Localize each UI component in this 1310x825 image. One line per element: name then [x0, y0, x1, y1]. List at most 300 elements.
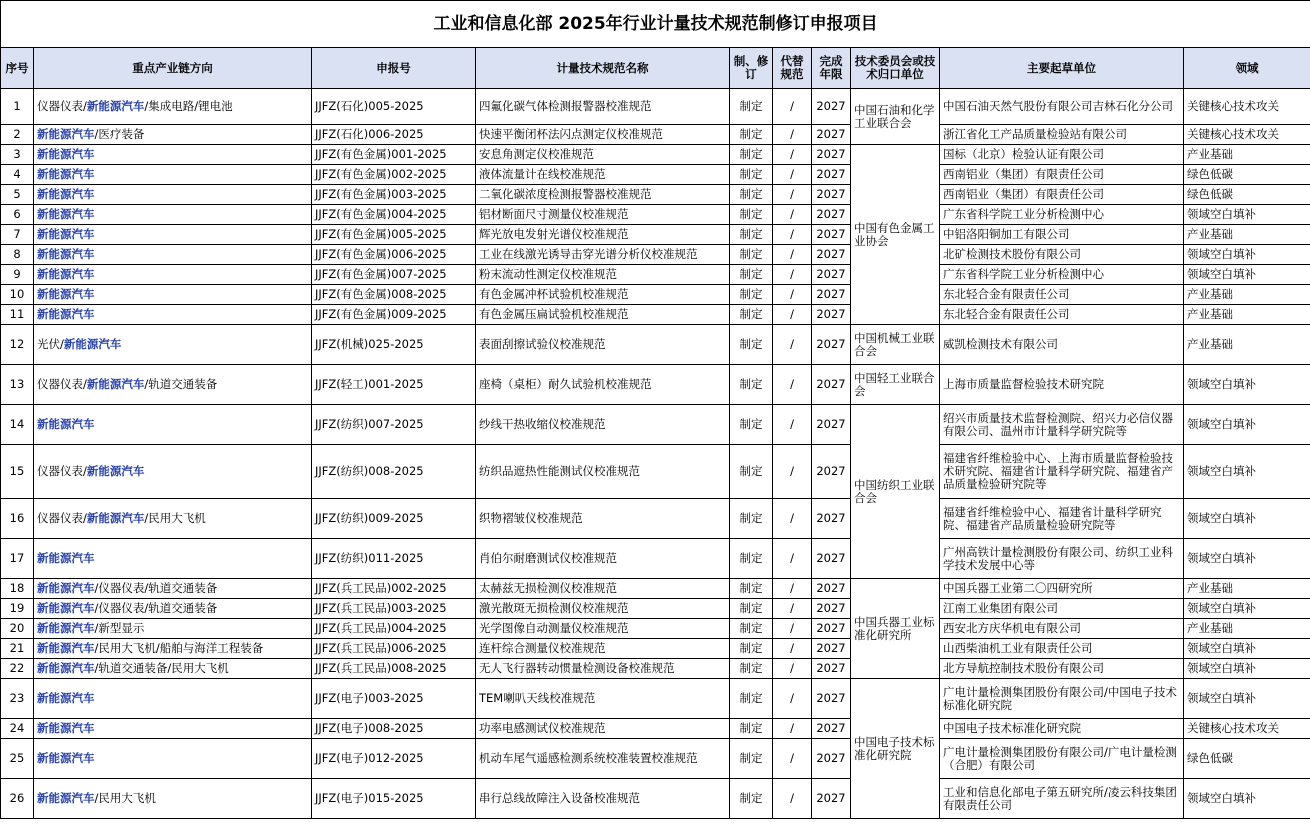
- row-no: 14: [1, 405, 34, 445]
- row-code: JJFZ(兵工民品)002-2025: [312, 579, 476, 599]
- row-code: JJFZ(电子)015-2025: [312, 779, 476, 819]
- row-type: 制定: [730, 165, 773, 185]
- row-year: 2027: [812, 739, 851, 779]
- header-direction: 重点产业链方向: [34, 48, 312, 89]
- row-code: JJFZ(有色金属)006-2025: [312, 245, 476, 265]
- row-direction: [34, 739, 312, 779]
- header-replace: 代替规范: [773, 48, 812, 89]
- row-replace: /: [773, 365, 812, 405]
- direction-part: 仪器仪表: [37, 377, 83, 391]
- row-no: 26: [1, 779, 34, 819]
- row-field: 领域空白填补: [1184, 659, 1310, 679]
- row-code: JJFZ(轻工)001-2025: [312, 365, 476, 405]
- row-year: 2027: [812, 245, 851, 265]
- row-type: 制定: [730, 185, 773, 205]
- row-replace: /: [773, 579, 812, 599]
- row-no: 21: [1, 639, 34, 659]
- row-replace: /: [773, 719, 812, 739]
- row-code: JJFZ(有色金属)007-2025: [312, 265, 476, 285]
- row-field: 关键核心技术攻关: [1184, 89, 1310, 125]
- row-spec-name: 纺织品遮热性能测试仪校准规范: [476, 445, 730, 499]
- row-code: JJFZ(有色金属)002-2025: [312, 165, 476, 185]
- row-no: 25: [1, 739, 34, 779]
- row-drafting-unit: 东北轻合金有限责任公司: [940, 285, 1184, 305]
- row-no: 8: [1, 245, 34, 265]
- row-code: JJFZ(有色金属)003-2025: [312, 185, 476, 205]
- row-committee: 中国机械工业联合会: [851, 325, 940, 365]
- row-drafting-unit: 广州高铁计量检测股份有限公司、纺织工业科学技术发展中心等: [940, 539, 1184, 579]
- direction-highlight: 新能源汽车: [37, 721, 95, 735]
- table-row: [1, 539, 1310, 579]
- row-direction: 新能源汽车/仪器仪表/轨道交通装备: [34, 599, 312, 619]
- row-spec-name: 铝材断面尺寸测量仪校准规范: [476, 205, 730, 225]
- row-committee: 中国有色金属工业协会: [851, 145, 940, 325]
- row-code: JJFZ(兵工民品)003-2025: [312, 599, 476, 619]
- table-row: [1, 165, 1310, 185]
- row-field: 产业基础: [1184, 619, 1310, 639]
- table-row: [1, 499, 1310, 539]
- row-drafting-unit: 中国石油天然气股份有限公司吉林石化分公司: [940, 89, 1184, 125]
- row-field: 领域空白填补: [1184, 539, 1310, 579]
- row-drafting-unit: 中国电子技术标准化研究院: [940, 719, 1184, 739]
- table-row: [1, 579, 1310, 599]
- row-year: 2027: [812, 539, 851, 579]
- row-committee: 中国纺织工业联合会: [851, 405, 940, 579]
- direction-part: 仪器仪表: [37, 464, 83, 478]
- row-direction: [34, 245, 312, 265]
- row-drafting-unit: 北矿检测技术股份有限公司: [940, 245, 1184, 265]
- row-year: 2027: [812, 719, 851, 739]
- row-direction: 仪器仪表/新能源汽车/集成电路/锂电池: [34, 89, 312, 125]
- row-spec-name: 二氧化碳浓度检测报警器校准规范: [476, 185, 730, 205]
- row-no: 16: [1, 499, 34, 539]
- direction-highlight: 新能源汽车: [37, 287, 95, 301]
- row-spec-name: 安息角测定仪校准规范: [476, 145, 730, 165]
- row-replace: /: [773, 405, 812, 445]
- direction-part: 锂电池: [198, 99, 233, 113]
- direction-part: 民用大飞机: [171, 661, 229, 675]
- row-year: 2027: [812, 599, 851, 619]
- row-spec-name: TEM喇叭天线校准规范: [476, 679, 730, 719]
- table-row: [1, 365, 1310, 405]
- row-direction: 光伏/新能源汽车: [34, 325, 312, 365]
- row-replace: /: [773, 89, 812, 125]
- header-committee: 技术委员会或技术归口单位: [851, 48, 940, 89]
- row-direction: 新能源汽车/医疗装备: [34, 125, 312, 145]
- row-spec-name: 有色金属压扁试验机校准规范: [476, 305, 730, 325]
- table-row: [1, 205, 1310, 225]
- row-type: 制定: [730, 125, 773, 145]
- row-spec-name: 机动车尾气遥感检测系统校准装置校准规范: [476, 739, 730, 779]
- direction-part: 船舶与海洋工程装备: [159, 641, 264, 655]
- row-type: 制定: [730, 325, 773, 365]
- table-row: [1, 225, 1310, 245]
- row-code: JJFZ(纺织)009-2025: [312, 499, 476, 539]
- direction-part: 民用大飞机: [98, 641, 156, 655]
- row-spec-name: 辉光放电发射光谱仪校准规范: [476, 225, 730, 245]
- row-no: 1: [1, 89, 34, 125]
- row-year: 2027: [812, 579, 851, 599]
- row-replace: /: [773, 305, 812, 325]
- direction-highlight: 新能源汽车: [86, 377, 145, 391]
- row-direction: 仪器仪表/新能源汽车/轨道交通装备: [34, 365, 312, 405]
- direction-highlight: 新能源汽车: [37, 187, 95, 201]
- row-field: 产业基础: [1184, 145, 1310, 165]
- table-row: [1, 599, 1310, 619]
- row-field: 领域空白填补: [1184, 245, 1310, 265]
- row-drafting-unit: 广电计量检测集团股份有限公司/中国电子技术标准化研究院: [940, 679, 1184, 719]
- row-spec-name: 光学图像自动测量仪校准规范: [476, 619, 730, 639]
- row-no: 9: [1, 265, 34, 285]
- row-code: JJFZ(有色金属)009-2025: [312, 305, 476, 325]
- row-no: 18: [1, 579, 34, 599]
- direction-highlight: 新能源汽车: [86, 99, 145, 113]
- table-body: [1, 89, 1310, 819]
- row-direction: [34, 225, 312, 245]
- row-direction: 仪器仪表/新能源汽车/民用大飞机: [34, 499, 312, 539]
- row-spec-name: 肖伯尔耐磨测试仪校准规范: [476, 539, 730, 579]
- row-year: 2027: [812, 285, 851, 305]
- direction-highlight: 新能源汽车: [37, 751, 95, 765]
- row-year: 2027: [812, 89, 851, 125]
- row-drafting-unit: 西南铝业（集团）有限责任公司: [940, 185, 1184, 205]
- row-field: 产业基础: [1184, 325, 1310, 365]
- row-no: 23: [1, 679, 34, 719]
- row-field: 产业基础: [1184, 225, 1310, 245]
- row-spec-name: 有色金属冲杯试验机校准规范: [476, 285, 730, 305]
- row-committee: 中国电子技术标准化研究院: [851, 679, 940, 819]
- row-year: 2027: [812, 499, 851, 539]
- row-direction: [34, 185, 312, 205]
- row-year: 2027: [812, 145, 851, 165]
- row-type: 制定: [730, 739, 773, 779]
- direction-part: 仪器仪表: [98, 601, 145, 615]
- row-drafting-unit: 福建省纤维检验中心、上海市质量监督检验技术研究院、福建省计量科学研究院、福建省产品质量检验研究院等: [940, 445, 1184, 499]
- row-type: 制定: [730, 245, 773, 265]
- row-spec-name: 纱线干热收缩仪校准规范: [476, 405, 730, 445]
- row-type: 制定: [730, 265, 773, 285]
- table-row: [1, 639, 1310, 659]
- row-replace: /: [773, 125, 812, 145]
- direction-highlight: 新能源汽车: [37, 581, 95, 595]
- row-direction: [34, 305, 312, 325]
- row-year: 2027: [812, 165, 851, 185]
- row-direction: [34, 719, 312, 739]
- row-spec-name: 座椅（桌柜）耐久试验机校准规范: [476, 365, 730, 405]
- row-code: JJFZ(兵工民品)006-2025: [312, 639, 476, 659]
- row-spec-name: 太赫兹无损检测仪校准规范: [476, 579, 730, 599]
- row-type: 制定: [730, 445, 773, 499]
- row-replace: /: [773, 499, 812, 539]
- row-spec-name: 快速平衡闭杯法闪点测定仪校准规范: [476, 125, 730, 145]
- row-replace: /: [773, 679, 812, 719]
- direction-part: 光伏: [37, 337, 60, 351]
- row-year: 2027: [812, 205, 851, 225]
- row-type: 制定: [730, 619, 773, 639]
- direction-highlight: 新能源汽车: [37, 621, 95, 635]
- direction-highlight: 新能源汽车: [37, 551, 95, 565]
- row-spec-name: 功率电感测试仪校准规范: [476, 719, 730, 739]
- table-row: [1, 265, 1310, 285]
- row-no: 2: [1, 125, 34, 145]
- row-replace: /: [773, 205, 812, 225]
- row-code: JJFZ(有色金属)008-2025: [312, 285, 476, 305]
- row-year: 2027: [812, 325, 851, 365]
- table-row: [1, 125, 1310, 145]
- row-code: JJFZ(电子)012-2025: [312, 739, 476, 779]
- row-no: 13: [1, 365, 34, 405]
- row-code: JJFZ(纺织)008-2025: [312, 445, 476, 499]
- row-drafting-unit: 广电计量检测集团股份有限公司/广电计量检测（合肥）有限公司: [940, 739, 1184, 779]
- row-spec-name: 激光散斑无损检测仪校准规范: [476, 599, 730, 619]
- row-field: 产业基础: [1184, 305, 1310, 325]
- direction-highlight: 新能源汽车: [37, 167, 95, 181]
- table-row: [1, 285, 1310, 305]
- row-field: 领域空白填补: [1184, 599, 1310, 619]
- row-replace: /: [773, 265, 812, 285]
- row-committee: 中国石油和化学工业联合会: [851, 89, 940, 145]
- page-title: 工业和信息化部 2025年行业计量技术规范制修订申报项目: [1, 1, 1310, 48]
- row-replace: /: [773, 659, 812, 679]
- row-type: 制定: [730, 599, 773, 619]
- direction-part: 新型显示: [98, 621, 145, 635]
- row-spec-name: 粉末流动性测定仪校准规范: [476, 265, 730, 285]
- row-no: 3: [1, 145, 34, 165]
- table-row: [1, 325, 1310, 365]
- row-code: JJFZ(纺织)007-2025: [312, 405, 476, 445]
- row-field: 领域空白填补: [1184, 205, 1310, 225]
- row-drafting-unit: 西南铝业（集团）有限责任公司: [940, 165, 1184, 185]
- direction-highlight: 新能源汽车: [37, 127, 95, 141]
- row-type: 制定: [730, 779, 773, 819]
- table-row: [1, 619, 1310, 639]
- row-field: 绿色低碳: [1184, 739, 1310, 779]
- row-direction: [34, 285, 312, 305]
- row-code: JJFZ(石化)006-2025: [312, 125, 476, 145]
- row-type: 制定: [730, 719, 773, 739]
- row-year: 2027: [812, 659, 851, 679]
- table-row: [1, 719, 1310, 739]
- row-no: 10: [1, 285, 34, 305]
- row-drafting-unit: 东北轻合金有限责任公司: [940, 305, 1184, 325]
- row-year: 2027: [812, 125, 851, 145]
- row-year: 2027: [812, 779, 851, 819]
- row-type: 制定: [730, 679, 773, 719]
- row-direction: 仪器仪表/新能源汽车: [34, 445, 312, 499]
- direction-highlight: 新能源汽车: [37, 247, 95, 261]
- direction-highlight: 新能源汽车: [37, 417, 95, 431]
- row-committee: 中国轻工业联合会: [851, 365, 940, 405]
- header-spec-name: 计量技术规范名称: [476, 48, 730, 89]
- row-type: 制定: [730, 365, 773, 405]
- row-spec-name: 连杆综合测量仪校准规范: [476, 639, 730, 659]
- row-code: JJFZ(纺织)011-2025: [312, 539, 476, 579]
- row-direction: [34, 165, 312, 185]
- row-direction: 新能源汽车/民用大飞机/船舶与海洋工程装备: [34, 639, 312, 659]
- row-replace: /: [773, 779, 812, 819]
- row-field: 领域空白填补: [1184, 265, 1310, 285]
- direction-part: 仪器仪表: [37, 99, 83, 113]
- row-year: 2027: [812, 405, 851, 445]
- row-field: 领域空白填补: [1184, 639, 1310, 659]
- row-replace: /: [773, 539, 812, 579]
- row-field: 领域空白填补: [1184, 779, 1310, 819]
- row-replace: /: [773, 165, 812, 185]
- row-field: 关键核心技术攻关: [1184, 125, 1310, 145]
- row-year: 2027: [812, 639, 851, 659]
- table-row: [1, 445, 1310, 499]
- table-row: [1, 679, 1310, 719]
- row-type: 制定: [730, 579, 773, 599]
- row-drafting-unit: 江南工业集团有限公司: [940, 599, 1184, 619]
- row-replace: /: [773, 739, 812, 779]
- header-type: 制、修订: [730, 48, 773, 89]
- row-drafting-unit: 福建省纤维检验中心、福建省计量科学研究院、福建省产品质量检验研究院等: [940, 499, 1184, 539]
- row-type: 制定: [730, 285, 773, 305]
- row-replace: /: [773, 599, 812, 619]
- direction-part: 仪器仪表: [98, 581, 145, 595]
- row-no: 7: [1, 225, 34, 245]
- row-drafting-unit: 西安北方庆华机电有限公司: [940, 619, 1184, 639]
- direction-part: 民用大飞机: [98, 791, 156, 805]
- direction-part: 民用大飞机: [148, 511, 206, 525]
- row-code: JJFZ(电子)003-2025: [312, 679, 476, 719]
- row-no: 5: [1, 185, 34, 205]
- row-field: 领域空白填补: [1184, 365, 1310, 405]
- row-type: 制定: [730, 205, 773, 225]
- row-direction: 新能源汽车/新型显示: [34, 619, 312, 639]
- direction-part: 集成电路: [148, 99, 195, 113]
- row-type: 制定: [730, 145, 773, 165]
- row-year: 2027: [812, 185, 851, 205]
- row-no: 20: [1, 619, 34, 639]
- row-drafting-unit: 中铝洛阳铜加工有限公司: [940, 225, 1184, 245]
- row-no: 4: [1, 165, 34, 185]
- direction-highlight: 新能源汽车: [37, 691, 95, 705]
- row-drafting-unit: 浙江省化工产品质量检验站有限公司: [940, 125, 1184, 145]
- table-row: [1, 305, 1310, 325]
- row-field: 绿色低碳: [1184, 185, 1310, 205]
- direction-highlight: 新能源汽车: [37, 227, 95, 241]
- row-code: JJFZ(兵工民品)008-2025: [312, 659, 476, 679]
- direction-highlight: 新能源汽车: [86, 464, 145, 478]
- row-year: 2027: [812, 305, 851, 325]
- row-type: 制定: [730, 305, 773, 325]
- row-replace: /: [773, 245, 812, 265]
- row-no: 11: [1, 305, 34, 325]
- table-row: [1, 659, 1310, 679]
- row-drafting-unit: 中国兵器工业第二〇四研究所: [940, 579, 1184, 599]
- direction-part: 仪器仪表: [37, 511, 83, 525]
- row-replace: /: [773, 185, 812, 205]
- direction-part: 轨道交通装备: [148, 377, 218, 391]
- row-field: 绿色低碳: [1184, 165, 1310, 185]
- row-type: 制定: [730, 659, 773, 679]
- direction-highlight: 新能源汽车: [37, 307, 95, 321]
- row-field: 产业基础: [1184, 579, 1310, 599]
- direction-highlight: 新能源汽车: [37, 147, 95, 161]
- row-code: JJFZ(机械)025-2025: [312, 325, 476, 365]
- direction-part: 轨道交通装备: [148, 581, 218, 595]
- row-no: 24: [1, 719, 34, 739]
- row-code: JJFZ(有色金属)005-2025: [312, 225, 476, 245]
- row-drafting-unit: 绍兴市质量技术监督检测院、绍兴力必信仪器有限公司、温州市计量科学研究院等: [940, 405, 1184, 445]
- row-drafting-unit: 北方导航控制技术股份有限公司: [940, 659, 1184, 679]
- row-code: JJFZ(有色金属)004-2025: [312, 205, 476, 225]
- row-field: 领域空白填补: [1184, 679, 1310, 719]
- row-type: 制定: [730, 89, 773, 125]
- row-code: JJFZ(石化)005-2025: [312, 89, 476, 125]
- row-direction: 新能源汽车/民用大飞机: [34, 779, 312, 819]
- direction-highlight: 新能源汽车: [37, 661, 95, 675]
- row-field: 领域空白填补: [1184, 445, 1310, 499]
- row-year: 2027: [812, 619, 851, 639]
- header-field: 领域: [1184, 48, 1310, 89]
- row-drafting-unit: 广东省科学院工业分析检测中心: [940, 265, 1184, 285]
- row-direction: 新能源汽车/仪器仪表/轨道交通装备: [34, 579, 312, 599]
- row-no: 19: [1, 599, 34, 619]
- direction-highlight: 新能源汽车: [37, 791, 95, 805]
- row-spec-name: 无人飞行器转动惯量检测设备校准规范: [476, 659, 730, 679]
- row-drafting-unit: 威凯检测技术有限公司: [940, 325, 1184, 365]
- row-direction: [34, 679, 312, 719]
- row-drafting-unit: 广东省科学院工业分析检测中心: [940, 205, 1184, 225]
- row-spec-name: 串行总线故障注入设备校准规范: [476, 779, 730, 819]
- header-code: 申报号: [312, 48, 476, 89]
- row-replace: /: [773, 445, 812, 499]
- header-drafting-unit: 主要起草单位: [940, 48, 1184, 89]
- row-no: 17: [1, 539, 34, 579]
- row-drafting-unit: 山西柴油机工业有限责任公司: [940, 639, 1184, 659]
- row-no: 12: [1, 325, 34, 365]
- row-type: 制定: [730, 405, 773, 445]
- row-spec-name: 四氟化碳气体检测报警器校准规范: [476, 89, 730, 125]
- row-drafting-unit: 工业和信息化部电子第五研究所/凌云科技集团有限责任公司: [940, 779, 1184, 819]
- direction-highlight: 新能源汽车: [63, 337, 122, 351]
- row-code: JJFZ(兵工民品)004-2025: [312, 619, 476, 639]
- row-spec-name: 液体流量计在线校准规范: [476, 165, 730, 185]
- row-spec-name: 工业在线激光诱导击穿光谱分析仪校准规范: [476, 245, 730, 265]
- row-replace: /: [773, 619, 812, 639]
- row-year: 2027: [812, 265, 851, 285]
- row-replace: /: [773, 145, 812, 165]
- header-year: 完成年限: [812, 48, 851, 89]
- row-field: 产业基础: [1184, 285, 1310, 305]
- row-replace: /: [773, 285, 812, 305]
- table-row: [1, 779, 1310, 819]
- direction-highlight: 新能源汽车: [37, 207, 95, 221]
- row-replace: /: [773, 639, 812, 659]
- direction-highlight: 新能源汽车: [86, 511, 145, 525]
- row-type: 制定: [730, 499, 773, 539]
- header-row: [1, 48, 1310, 89]
- row-direction: [34, 539, 312, 579]
- row-direction: [34, 265, 312, 285]
- table-row: [1, 739, 1310, 779]
- row-type: 制定: [730, 225, 773, 245]
- row-year: 2027: [812, 445, 851, 499]
- direction-part: 轨道交通装备: [148, 601, 218, 615]
- direction-part: 医疗装备: [98, 127, 145, 141]
- row-code: JJFZ(电子)008-2025: [312, 719, 476, 739]
- row-field: 关键核心技术攻关: [1184, 719, 1310, 739]
- row-direction: [34, 205, 312, 225]
- row-replace: /: [773, 325, 812, 365]
- table-row: [1, 245, 1310, 265]
- row-type: 制定: [730, 639, 773, 659]
- row-drafting-unit: 国标（北京）检验认证有限公司: [940, 145, 1184, 165]
- row-year: 2027: [812, 365, 851, 405]
